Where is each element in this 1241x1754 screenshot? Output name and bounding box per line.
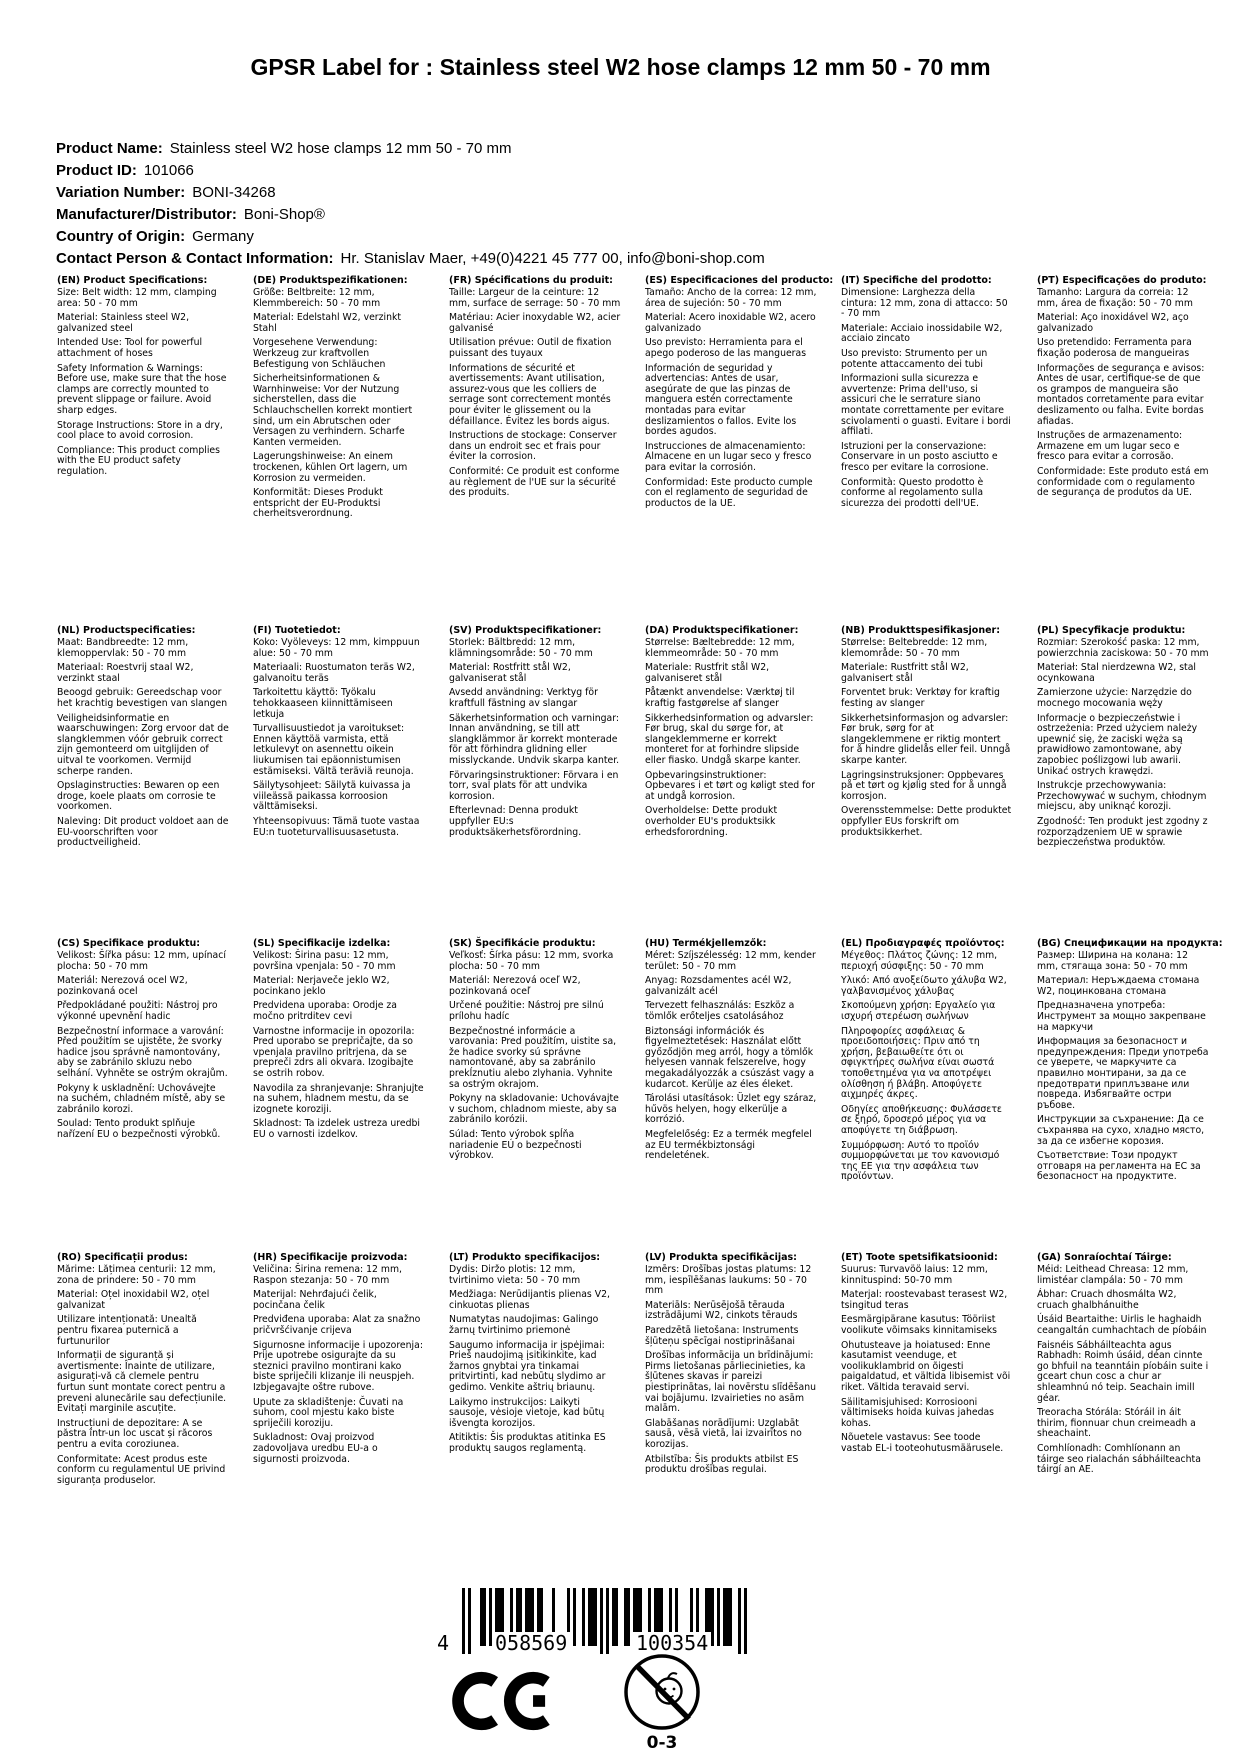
product-info-label: Manufacturer/Distributor:	[56, 206, 237, 223]
spec-paragraph: Vorgesehene Verwendung: Werkzeug zur kraftvollen Befestigung von Schläuchen	[253, 337, 386, 370]
spec-paragraph: Matériau: Acier inoxydable W2, acier galvanisé	[449, 312, 621, 334]
spec-paragraph: Säkerhetsinformation och varningar: Innan användning, se till att slangklämmor är korrekt monterade för att förhindra glidning eller misslyckande. Undvik skarpa kanter.	[449, 712, 620, 766]
spec-paragraph: Materiaali: Ruostumaton teräs W2, galvanoitu teräs	[253, 662, 415, 684]
spec-row	[57, 275, 1209, 524]
spec-paragraph: Materiale: Rustfritt stål W2, galvanisert stål	[841, 662, 969, 684]
spec-paragraph: Paredzētā lietošana: Instruments šļūteņu spēcīgai nostiprināšanai	[645, 1324, 799, 1347]
spec-paragraph: Material: Acero inoxidable W2, acero galvanizado	[645, 312, 816, 334]
spec-paragraph: Utilisation prévue: Outil de fixation puissant des tuyaux	[449, 337, 612, 359]
spec-paragraph: Dimensione: Larghezza della cintura: 12 mm, zona di attacco: 50 - 70 mm	[841, 287, 1008, 320]
ean13-barcode	[438, 1588, 758, 1658]
barcode-right-digits: 100354	[633, 1632, 711, 1654]
spec-paragraph: Informacje o bezpieczeństwie i ostrzeżenia: Przed użyciem należy upewnić się, że zaciski węża są prawidłowo zamontowane, aby zapobiec poślizgowi lub awarii. Unikać ostrych krawędzi.	[1037, 712, 1198, 777]
spec-paragraph: Materjal: roostevabast terasest W2, tsingitud teras	[841, 1289, 1008, 1311]
spec-paragraph: Säilitamisjuhised: Korrosiooni vältimiseks hoida kuivas jahedas kohas.	[841, 1396, 995, 1429]
spec-paragraph: Atbilstība: Šis produkts atbilst ES produktu drošības regulai.	[645, 1453, 799, 1476]
spec-paragraph: Navodila za shranjevanje: Shranjujte na suhem, hladnem mestu, da se izognete koroziji.	[253, 1082, 424, 1115]
spec-paragraph: Ohutusteave ja hoiatused: Enne kasutamist veenduge, et voolikuklambrid on õigesti paigaldatud, et vältida libisemist või riket. Vältida teravaid servi.	[841, 1339, 1011, 1393]
spec-paragraph: Predviđena uporaba: Alat za snažno pričvršćivanje crijeva	[253, 1314, 421, 1336]
spec-paragraph: Μέγεθος: Πλάτος ζώνης: 12 mm, περιοχή σύσφιξης: 50 - 70 mm	[841, 950, 998, 972]
spec-paragraph: Eesmärgipärane kasutus: Tööriist voolikute võimsaks kinnitamiseks	[841, 1314, 998, 1336]
spec-paragraph: Sikkerhedsinformation og advarsler: Før brug, skal du sørge for, at slangeklemmerne er korrekt monteret for at forhindre slipside eller fiasko. Undgå skarpe kanter.	[645, 712, 814, 766]
spec-paragraph: Sicherheitsinformationen & Warnhinweise: Vor der Nutzung sicherstellen, dass die Schlauchschellen korrekt montiert sind, um ein Abrutschen oder Versagen zu verhindern. Scharfe Kanten vermeiden.	[253, 373, 413, 448]
spec-paragraph: Dydis: Diržo plotis: 12 mm, tvirtinimo vieta: 50 - 70 mm	[449, 1264, 581, 1286]
spec-paragraph: Conformidade: Este produto está em conformidade com o regulamento de segurança de produtos da UE.	[1037, 465, 1209, 499]
spec-paragraph: Maat: Bandbreedte: 12 mm, klemoppervlak: 50 - 70 mm	[57, 637, 189, 659]
product-info	[56, 138, 765, 270]
spec-block-nb	[841, 625, 1013, 853]
spec-paragraph: Materijal: Nehrđajući čelik, pocinčana čelik	[253, 1289, 377, 1311]
spec-paragraph: Size: Belt width: 12 mm, clamping area: 50 - 70 mm	[57, 287, 217, 309]
spec-paragraph: Tervezett felhasználás: Eszköz a tömlők erőteljes csatolásához	[645, 1000, 795, 1022]
spec-paragraph: Méret: Szíjszélesség: 12 mm, kender terület: 50 - 70 mm	[645, 950, 816, 972]
spec-block-sk	[449, 938, 621, 1187]
spec-paragraph: Konformität: Dieses Produkt entspricht der EU-Produktsi cherheitsverordnung.	[253, 487, 383, 520]
spec-paragraph: Størrelse: Bæltebredde: 12 mm, klemmeområde: 50 - 70 mm	[645, 637, 795, 659]
spec-paragraph: Drošības informācija un brīdinājumi: Pirms lietošanas pārliecinieties, ka šļūtenes skavas ir pareizi piestiprinātas, lai novērstu slīdēšanu vai bojājumu. Izvairieties no asām malām.	[645, 1350, 817, 1415]
spec-paragraph: Информация за безопасност и предупреждения: Преди употреба се уверете, че маркучите са правилно монтирани, за да се предотврати приплъзване или повреда. Избягвайте остри ръбове.	[1037, 1036, 1209, 1111]
spec-heading: (FR) Spécifications du produit:	[449, 275, 613, 286]
spec-paragraph: Saugumo informacija ir įspėjimai: Prieš naudojimą įsitikinkite, kad žarnos gnybtai yra tinkamai pritvirtinti, kad nebūtų slydimo ar gedimo. Venkite aštrių briaunų.	[449, 1339, 606, 1393]
spec-row	[57, 1252, 1209, 1490]
spec-paragraph: Overholdelse: Dette produkt overholder EU's produktsikk erhedsforordning.	[645, 805, 778, 838]
spec-paragraph: Informações de segurança e avisos: Antes de usar, certifique-se de que os grampos de mangueira são montados corretamente para evitar deslizamento ou falha. Evite bordas afiadas.	[1037, 362, 1205, 427]
spec-paragraph: Avsedd användning: Verktyg för kraftfull fästning av slangar	[449, 687, 598, 709]
spec-row	[57, 625, 1209, 853]
spec-heading: (RO) Specificații produs:	[57, 1252, 188, 1263]
spec-paragraph: Intended Use: Tool for powerful attachment of hoses	[57, 337, 203, 359]
spec-paragraph: Conformité: Ce produit est conforme au règlement de l'UE sur la sécurité des produits.	[449, 465, 620, 499]
spec-paragraph: Veiligheidsinformatie en waarschuwingen: Zorg ervoor dat de slangklemmen vóór gebruik correct zijn gemonteerd om uitglijden of uitval te voorkomen. Vermijd scherpe randen.	[57, 712, 229, 777]
barcode-system-digit: 4	[434, 1632, 452, 1654]
spec-heading: (SL) Specifikacije izdelka:	[253, 938, 391, 949]
product-info-value: Germany	[192, 228, 254, 245]
spec-block-ro	[57, 1252, 229, 1490]
spec-paragraph: Tamaño: Ancho de la correa: 12 mm, área de sujeción: 50 - 70 mm	[645, 287, 817, 309]
spec-paragraph: Forventet bruk: Verktøy for kraftig festing av slanger	[841, 687, 1000, 709]
spec-paragraph: Bezpečnostní informace a varování: Před použitím se ujistěte, že svorky hadice jsou správně namontovány, aby se zabránilo skluzu nebo selhání. Vyhněte se ostrým okrajům.	[57, 1025, 228, 1079]
spec-paragraph: Tarkoitettu käyttö: Työkalu tehokkaaseen kiinnittämiseen letkuja	[253, 687, 393, 720]
spec-paragraph: Material: Nerjaveče jeklo W2, pocinkano jeklo	[253, 975, 390, 997]
spec-paragraph: Velikost: Šířka pásu: 12 mm, upínací plocha: 50 - 70 mm	[57, 950, 226, 972]
spec-heading: (SV) Produktspecifikationer:	[449, 625, 602, 636]
spec-block-hu	[645, 938, 817, 1187]
spec-block-bg	[1037, 938, 1223, 1187]
spec-block-ga	[1037, 1252, 1209, 1490]
spec-heading: (PL) Specyfikacje produktu:	[1037, 625, 1186, 636]
spec-block-cs	[57, 938, 229, 1187]
spec-paragraph: Méid: Leithead Chreasa: 12 mm, limistéar clampála: 50 - 70 mm	[1037, 1264, 1189, 1286]
spec-paragraph: Treoracha Stórála: Stóráil in áit thirim, fionnuar chun creimeadh a sheachaint.	[1037, 1407, 1196, 1440]
spec-paragraph: Anyag: Rozsdamentes acél W2, galvanizált acél	[645, 975, 792, 997]
page-title: GPSR Label for : Stainless steel W2 hose clamps 12 mm 50 - 70 mm	[250, 54, 991, 80]
spec-paragraph: Informații de siguranță și avertismente: Înainte de utilizare, asigurați-vă că clemele pentru furtun sunt montate corect pentru a preveni alunecările sau defecțiunile. Evitați marginile ascuțite.	[57, 1350, 227, 1415]
spec-paragraph: Nõuetele vastavus: See toode vastab EL-i tooteohutusmäärusele.	[841, 1432, 1004, 1454]
spec-paragraph: Uso previsto: Strumento per un potente attaccamento dei tubi	[841, 347, 988, 370]
age-warning-label: 0-3	[646, 1733, 678, 1753]
spec-paragraph: Storage Instructions: Store in a dry, cool place to avoid corrosion.	[57, 419, 223, 442]
spec-paragraph: Инструкции за съхранение: Да се съхранява на сухо, хладно място, за да се избегне корозия.	[1037, 1114, 1205, 1147]
spec-paragraph: Opslaginstructies: Bewaren op een droge, koele plaats om corrosie te voorkomen.	[57, 780, 220, 813]
product-info-label: Product Name:	[56, 140, 163, 157]
spec-paragraph: Размер: Ширина на колана: 12 mm, стягаща зона: 50 - 70 mm	[1037, 950, 1188, 972]
spec-heading: (BG) Спецификации на продукта:	[1037, 938, 1223, 949]
spec-paragraph: Materiāls: Nerūsējošā tērauda izstrādājumi W2, cinkots tērauds	[645, 1299, 798, 1322]
spec-paragraph: Conformitate: Acest produs este conform cu regulamentul UE privind siguranța produselor.	[57, 1453, 226, 1486]
spec-heading: (EN) Product Specifications:	[57, 275, 208, 286]
spec-heading: (LV) Produkta specifikācijas:	[645, 1252, 797, 1263]
spec-paragraph: Material: Aço inoxidável W2, aço galvanizado	[1037, 312, 1189, 334]
spec-paragraph: Sikkerhetsinformasjon og advarsler: Før bruk, sørg for at slangeklemmene er riktig montert for å hindre glidelås eller feil. Unngå skarpe kanter.	[841, 712, 1011, 766]
spec-paragraph: Glabāšanas norādījumi: Uzglabāt sausā, vēsā vietā, lai izvairītos no korozijas.	[645, 1417, 802, 1450]
spec-paragraph: Förvaringsinstruktioner: Förvara i en torr, sval plats för att undvika korrosion.	[449, 769, 619, 802]
spec-paragraph: Instructions de stockage: Conserver dans un endroit sec et frais pour éviter la corrosion.	[449, 430, 617, 463]
spec-block-de	[253, 275, 425, 524]
spec-heading: (DA) Produktspecifikationer:	[645, 625, 799, 636]
spec-paragraph: Σκοπούμενη χρήση: Εργαλείο για ισχυρή στερέωση σωλήνων	[841, 1000, 996, 1022]
spec-paragraph: Størrelse: Beltebredde: 12 mm, klemområde: 50 - 70 mm	[841, 637, 988, 659]
spec-paragraph: Ábhar: Cruach dhosmálta W2, cruach ghalbhánuithe	[1037, 1289, 1177, 1311]
spec-heading: (HU) Termékjellemzők:	[645, 938, 767, 949]
spec-heading: (NB) Produkttspesifikasjoner:	[841, 625, 1001, 636]
spec-paragraph: Οδηγίες αποθήκευσης: Φυλάσσετε σε ξηρό, δροσερό μέρος για να αποφύγετε τη διάβρωση.	[841, 1103, 1002, 1136]
ce-mark-icon	[452, 1666, 552, 1736]
spec-paragraph: Laikymo instrukcijos: Laikyti sausoje, vėsioje vietoje, kad būtų išvengta korozijos.	[449, 1396, 605, 1429]
spec-heading: (SK) Špecifikácie produktu:	[449, 938, 596, 949]
spec-paragraph: Lagerungshinweise: An einem trockenen, kühlen Ort lagern, um Korrosion zu vermeiden.	[253, 451, 408, 484]
spec-block-fr	[449, 275, 621, 524]
spec-paragraph: Naleving: Dit product voldoet aan de EU-voorschriften voor productveiligheid.	[57, 815, 229, 849]
spec-heading: (IT) Specifiche del prodotto:	[841, 275, 992, 286]
spec-paragraph: Megfelelőség: Ez a termék megfelel az EU termékbiztonsági rendeletének.	[645, 1128, 812, 1162]
spec-heading: (GA) Sonraíochtaí Táirge:	[1037, 1252, 1172, 1263]
spec-block-el	[841, 938, 1013, 1187]
product-info-value: 101066	[143, 162, 194, 179]
product-info-row	[56, 138, 765, 160]
spec-paragraph: Izmērs: Drošības jostas platums: 12 mm, iespīlēšanas laukums: 50 - 70 mm	[645, 1264, 812, 1297]
spec-heading: (ET) Toote spetsifikatsioonid:	[841, 1252, 998, 1263]
spec-heading: (DE) Produktspezifikationen:	[253, 275, 408, 286]
spec-paragraph: Sukladnost: Ovaj proizvod zadovoljava uredbu EU-a o sigurnosti proizvoda.	[253, 1432, 378, 1465]
spec-paragraph: Größe: Beltbreite: 12 mm, Klemmbereich: 50 - 70 mm	[253, 287, 381, 309]
spec-heading: (LT) Produkto specifikacijos:	[449, 1252, 601, 1263]
spec-paragraph: Instrucțiuni de depozitare: A se păstra într-un loc uscat și răcoros pentru a evita coroziunea.	[57, 1417, 213, 1450]
spec-paragraph: Instrukcje przechowywania: Przechowywać w suchym, chłodnym miejscu, aby uniknąć korozji.	[1037, 780, 1207, 813]
spec-paragraph: Materiál: Nerezová ocel W2, pozinkovaná ocel	[57, 975, 188, 997]
spec-paragraph: Storlek: Bältbredd: 12 mm, klämningsområde: 50 - 70 mm	[449, 637, 593, 659]
spec-paragraph: Rozmiar: Szerokość paska: 12 mm, powierzchnia zaciskowa: 50 - 70 mm	[1037, 637, 1209, 659]
spec-block-fi	[253, 625, 425, 853]
spec-paragraph: Informations de sécurité et avertissements: Avant utilisation, assurez-vous que les colliers de serrage sont correctement montés pour éviter le glissement ou la défaillance. Évitez les bords aigus.	[449, 362, 611, 427]
product-info-label: Product ID:	[56, 162, 137, 179]
spec-paragraph: Opbevaringsinstruktioner: Opbevares i et tørt og køligt sted for at undgå korrosion.	[645, 769, 815, 802]
spec-paragraph: Turvallisuustiedot ja varoitukset: Ennen käyttöä varmista, että letkulevyt on asennettu oikein liukumisen tai epäonnistumisen estämiseksi. Vältä teräviä reunoja.	[253, 723, 414, 777]
spec-paragraph: Materiał: Stal nierdzewna W2, stal ocynkowana	[1037, 662, 1196, 684]
spec-paragraph: Información de seguridad y advertencias: Antes de usar, asegúrate de que las pinzas de manguera estén correctamente montadas para evitar deslizamientos o fallos. Evite los bordes agudos.	[645, 362, 797, 438]
spec-paragraph: Beoogd gebruik: Gereedschap voor het krachtig bevestigen van slangen	[57, 687, 228, 709]
product-info-row	[56, 160, 765, 182]
spec-heading: (CS) Specifikace produktu:	[57, 938, 201, 949]
product-info-label: Contact Person & Contact Information:	[56, 250, 334, 267]
spec-paragraph: Soulad: Tento produkt splňuje nařízení EU o bezpečnosti výrobků.	[57, 1118, 221, 1140]
spec-block-lt	[449, 1252, 621, 1490]
spec-row	[57, 938, 1223, 1187]
spec-paragraph: Upute za skladištenje: Čuvati na suhom, cool mjestu kako biste spriječili koroziju.	[253, 1396, 404, 1429]
spec-block-et	[841, 1252, 1013, 1490]
spec-paragraph: Varnostne informacije in opozorila: Pred uporabo se prepričajte, da so vpenjala pravilno pritrjena, da se prepreči zdrs ali okvara. Izogibajte se ostrih robov.	[253, 1025, 415, 1079]
spec-paragraph: Overensstemmelse: Dette produktet oppfyller EUs forskrift om produktsikkerhet.	[841, 805, 1012, 838]
spec-paragraph: Utilizare intenționată: Unealtă pentru fixarea puternică a furtunurilor	[57, 1314, 197, 1347]
spec-paragraph: Uso pretendido: Ferramenta para fixação poderosa de mangueiras	[1037, 337, 1192, 359]
product-info-row	[56, 204, 765, 226]
spec-paragraph: Compliance: This product complies with the EU product safety regulation.	[57, 444, 220, 477]
spec-heading: (PT) Especificações do produto:	[1037, 275, 1207, 286]
spec-paragraph: Informazioni sulla sicurezza e avvertenze: Prima dell'uso, si assicuri che le serrature siano montate correttamente per evitare scivolamenti o guasti. Evitare i bordi affilati.	[841, 373, 1011, 438]
spec-block-da	[645, 625, 817, 853]
spec-block-es	[645, 275, 834, 524]
spec-paragraph: Sigurnosne informacije i upozorenja: Prije upotrebe osigurajte da su steznici pravilno montirani kako biste spriječili klizanje ili neuspjeh. Izbjegavajte oštre rubove.	[253, 1339, 423, 1393]
spec-block-lv	[645, 1252, 817, 1490]
spec-block-nl	[57, 625, 229, 853]
spec-paragraph: Úsáid Beartaithe: Uirlis le haghaidh ceangaltán cumhachtach de píobáin	[1037, 1314, 1207, 1336]
spec-paragraph: Πληροφορίες ασφάλειας & προειδοποιήσεις: Πριν από τη χρήση, βεβαιωθείτε ότι οι σφιγκτήρες σωλήνα είναι σωστά τοποθετημένα για να αποτρέψει ολίσθηση ή βλάβη. Αποφύγετε αιχμηρές άκρες.	[841, 1025, 995, 1101]
spec-paragraph: Určené použitie: Nástroj pre silnú prílohu hadíc	[449, 1000, 604, 1022]
spec-paragraph: Predvidena uporaba: Orodje za močno pritrditev cevi	[253, 1000, 397, 1022]
spec-paragraph: Instrucciones de almacenamiento: Almacene en un lugar seco y fresco para evitar la corrosión.	[645, 440, 812, 473]
spec-paragraph: Suurus: Turvavöö laius: 12 mm, kinnituspind: 50-70 mm	[841, 1264, 988, 1286]
barcode-module	[744, 1588, 747, 1654]
spec-paragraph: Biztonsági információk és figyelmeztetések: Használat előtt győződjön meg arról, hogy a tömlők helyesen vannak felszerelve, hogy megakadályozzák a csúszást vagy a kudarcot. Kerülje az éles éleket.	[645, 1025, 815, 1090]
spec-paragraph: Zamierzone użycie: Narzędzie do mocnego mocowania węży	[1037, 687, 1192, 709]
spec-paragraph: Предназначена употреба: Инструмент за мощно закрепване на маркучи	[1037, 1000, 1206, 1033]
spec-paragraph: Lagringsinstruksjoner: Oppbevares på et tørt og kjølig sted for å unngå korrosjon.	[841, 769, 1007, 802]
spec-paragraph: Mărime: Lățimea centurii: 12 mm, zona de prindere: 50 - 70 mm	[57, 1264, 216, 1286]
spec-paragraph: Instruções de armazenamento: Armazene em um lugar seco e fresco para evitar a corrosão.	[1037, 430, 1183, 463]
spec-paragraph: Säilytysohjeet: Säilytä kuivassa ja viileässä paikassa korroosion välttämiseksi.	[253, 780, 411, 813]
spec-paragraph: Tamanho: Largura da correia: 12 mm, área de fixação: 50 - 70 mm	[1037, 287, 1193, 309]
spec-paragraph: Påtænkt anvendelse: Værktøj til kraftig fastgørelse af slanger	[645, 687, 795, 709]
spec-paragraph: Materiale: Rustfrit stål W2, galvaniseret stål	[645, 662, 770, 684]
spec-paragraph: Yhteensopivuus: Tämä tuote vastaa EU:n tuoteturvallisuusasetusta.	[253, 815, 420, 838]
product-info-label: Variation Number:	[56, 184, 186, 201]
spec-paragraph: Veľkosť: Šírka pásu: 12 mm, svorka plocha: 50 - 70 mm	[449, 950, 614, 972]
spec-paragraph: Faisnéis Sábháilteachta agus Rabhadh: Roimh úsáid, déan cinnte go bhfuil na teanntáin píobáin suite i gceart chun cosc a chur ar shleamhnú nó teip. Seachain imill géar.	[1037, 1339, 1209, 1404]
spec-block-en	[57, 275, 229, 524]
spec-heading: (HR) Specifikacije proizvoda:	[253, 1252, 408, 1263]
product-info-value: BONI-34268	[192, 184, 276, 201]
product-info-row	[56, 248, 765, 270]
spec-paragraph: Съответствие: Този продукт отговаря на регламента на ЕС за безопасност на продуктите.	[1037, 1150, 1201, 1183]
spec-block-hr	[253, 1252, 425, 1490]
product-info-label: Country of Origin:	[56, 228, 186, 245]
spec-paragraph: Material: Oțel inoxidabil W2, oțel galvanizat	[57, 1289, 210, 1311]
spec-paragraph: Zgodność: Ten produkt jest zgodny z rozporządzeniem UE w sprawie bezpieczeństwa produktów.	[1037, 815, 1208, 849]
spec-paragraph: Velikost: Širina pasu: 12 mm, površina vpenjala: 50 - 70 mm	[253, 950, 396, 972]
barcode-left-digits: 058569	[492, 1632, 570, 1654]
spec-block-pt	[1037, 275, 1209, 524]
spec-paragraph: Materiale: Acciaio inossidabile W2, acciaio zincato	[841, 322, 1003, 345]
spec-paragraph: Materiál: Nerezová oceľ W2, pozinkovaná oceľ	[449, 975, 581, 997]
spec-paragraph: Material: Edelstahl W2, verzinkt Stahl	[253, 312, 401, 334]
spec-block-sl	[253, 938, 425, 1187]
product-info-value: Hr. Stanislav Maer, +49(0)4221 45 777 00, info@boni-shop.com	[340, 250, 765, 267]
spec-paragraph: Materiaal: Roestvrij staal W2, verzinkt staal	[57, 662, 194, 684]
spec-paragraph: Safety Information & Warnings: Before use, make sure that the hose clamps are correctly mounted to prevent slippage or failure. Avoid sharp edges.	[57, 362, 227, 416]
spec-paragraph: Taille: Largeur de la ceinture: 12 mm, surface de serrage: 50 - 70 mm	[449, 287, 621, 309]
spec-paragraph: Předpokládané použiti: Nástroj pro výkonné upevnění hadic	[57, 1000, 218, 1022]
spec-paragraph: Conformidad: Este producto cumple con el reglamento de seguridad de productos de la UE.	[645, 476, 813, 509]
spec-paragraph: Atitiktis: Šis produktas atitinka ES produktų saugos reglamentą.	[449, 1432, 606, 1454]
spec-paragraph: Súlad: Tento výrobok spĺňa nariadenie EÚ o bezpečnosti výrobkov.	[449, 1128, 582, 1162]
spec-paragraph: Uso previsto: Herramienta para el apego poderoso de las mangueras	[645, 337, 807, 359]
age-warning-0-3-icon	[612, 1650, 712, 1754]
spec-block-sv	[449, 625, 621, 853]
spec-paragraph: Conformità: Questo prodotto è conforme al regolamento sulla sicurezza dei prodotti dell'UE.	[841, 476, 984, 509]
spec-heading: (EL) Προδιαγραφές προϊόντος:	[841, 938, 1005, 949]
spec-paragraph: Pokyny k uskladnění: Uchovávejte na suchém, chladném místě, aby se zabránilo korozi.	[57, 1082, 226, 1115]
spec-paragraph: Efterlevnad: Denna produkt uppfyller EU:s produktsäkerhetsförordning.	[449, 805, 582, 838]
spec-paragraph: Материал: Неръждаема стомана W2, поцинкована стомана	[1037, 975, 1200, 997]
product-info-value: Stainless steel W2 hose clamps 12 mm 50 - 70 mm	[169, 140, 512, 157]
spec-heading: (ES) Especificaciones del producto:	[645, 275, 834, 286]
spec-paragraph: Tárolási utasítások: Üzlet egy száraz, hűvös helyen, hogy elkerülje a korrózió.	[645, 1093, 817, 1126]
spec-heading: (FI) Tuotetiedot:	[253, 625, 341, 636]
spec-paragraph: Numatytas naudojimas: Galingo žarnų tvirtinimo priemonė	[449, 1314, 599, 1336]
spec-paragraph: Skladnost: Ta izdelek ustreza uredbi EU o varnosti izdelkov.	[253, 1118, 421, 1140]
spec-paragraph: Συμμόρφωση: Αυτό το προϊόν συμμορφώνεται με τον κανονισμό της ΕΕ για την ασφάλεια των προϊόντων.	[841, 1139, 1000, 1183]
spec-paragraph: Pokyny na skladovanie: Uchovávajte v suchom, chladnom mieste, aby sa zabránilo korózii.	[449, 1093, 619, 1126]
spec-heading: (NL) Productspecificaties:	[57, 625, 196, 636]
spec-paragraph: Bezpečnostné informácie a varovania: Pred použitím, uistite sa, že hadice svorky sú správne namontované, aby sa zabránilo prekĺznutiu alebo zlyhania. Vyhnite sa ostrým okrajom.	[449, 1025, 617, 1090]
spec-paragraph: Istruzioni per la conservazione: Conservare in un posto asciutto e fresco per evitare la corrosione.	[841, 440, 998, 473]
spec-paragraph: Medžiaga: Nerūdijantis plienas V2, cinkuotas plienas	[449, 1289, 610, 1311]
spec-block-pl	[1037, 625, 1209, 853]
spec-paragraph: Veličina: Širina remena: 12 mm, Raspon stezanja: 50 - 70 mm	[253, 1264, 402, 1286]
spec-paragraph: Koko: Vyöleveys: 12 mm, kimppuun alue: 50 - 70 mm	[253, 637, 420, 659]
spec-block-it	[841, 275, 1013, 524]
spec-paragraph: Material: Stainless steel W2, galvanized steel	[57, 312, 190, 334]
spec-paragraph: Material: Rostfritt stål W2, galvaniserat stål	[449, 662, 571, 684]
spec-paragraph: Comhlíonadh: Comhlíonann an táirge seo rialachán sábháilteachta táirgí an AE.	[1037, 1442, 1201, 1476]
spec-paragraph: Υλικό: Από ανοξείδωτο χάλυβα W2, γαλβανισμένος χάλυβας	[841, 975, 1007, 997]
product-info-row	[56, 182, 765, 204]
product-info-row	[56, 226, 765, 248]
product-info-value: Boni-Shop®	[243, 206, 325, 223]
